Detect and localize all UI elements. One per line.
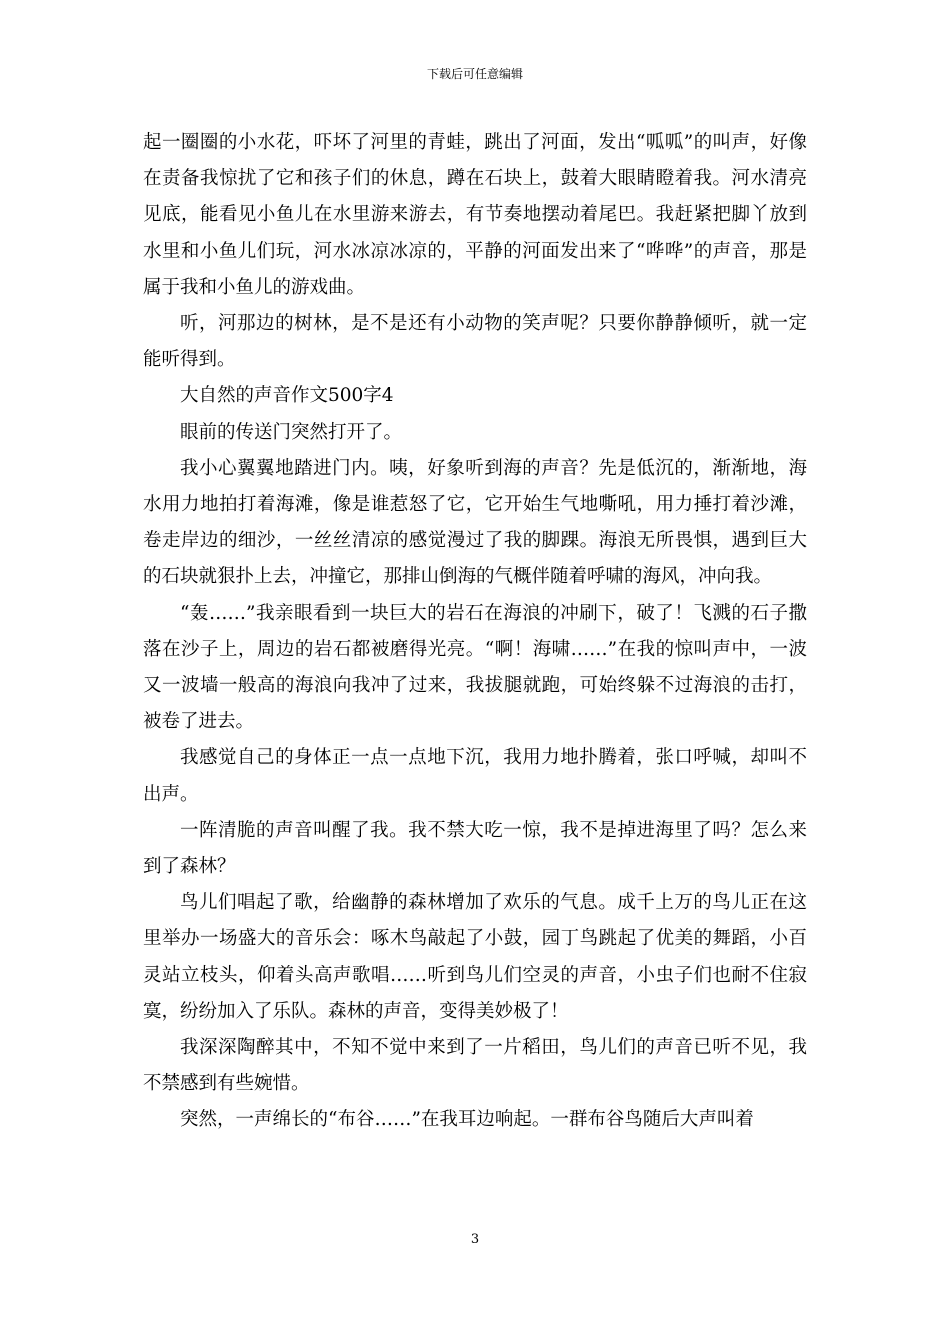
paragraph: “轰……”我亲眼看到一块巨大的岩石在海浪的冲刷下，破了！飞溅的石子撒落在沙子上，周边的岩石都被磨得光亮。“啊！海啸……”在我的惊叫声中，一波又一波墙一般高的海浪向我冲了过来，我拔腿就跑，可始终躲不过海浪的击打，被卷了进去。 — [143, 602, 807, 733]
paragraph: 我深深陶醉其中，不知不觉中来到了一片稻田，鸟儿们的声音已听不见，我不禁感到有些婉惜。 — [143, 1037, 807, 1095]
paragraph: 我小心翼翼地踏进门内。咦，好象听到海的声音？先是低沉的，渐渐地，海水用力地拍打着海滩，像是谁惹怒了它，它开始生气地嘶吼，用力捶打着沙滩，卷走岸边的细沙，一丝丝清凉的感觉漫过了我的脚踝。海浪无所畏惧，遇到巨大的石块就狠扑上去，冲撞它，那排山倒海的气概伴随着呼啸的海风，冲向我。 — [143, 457, 807, 588]
page-header: 下载后可任意编辑 — [426, 67, 523, 81]
paragraph: 听，河那边的树林，是不是还有小动物的笑声呢？只要你静静倾听，就一定能听得到。 — [143, 313, 807, 371]
paragraph: 我感觉自己的身体正一点一点地下沉，我用力地扑腾着，张口呼喊，却叫不出声。 — [143, 747, 807, 805]
paragraph: 一阵清脆的声音叫醒了我。我不禁大吃一惊，我不是掉进海里了吗？怎么来到了森林？ — [143, 819, 807, 878]
paragraph: 突然，一声绵长的“布谷……”在我耳边响起。一群布谷鸟随后大声叫着 — [180, 1109, 754, 1131]
page-number: 3 — [470, 1232, 480, 1247]
section-title: 大自然的声音作文500字4 — [180, 385, 394, 407]
paragraph: 眼前的传送门突然打开了。 — [180, 421, 403, 443]
document-body — [143, 125, 807, 1139]
paragraph: 鸟儿们唱起了歌，给幽静的森林增加了欢乐的气息。成千上万的鸟儿正在这里举办一场盛大的音乐会：啄木鸟敲起了小鼓，园丁鸟跳起了优美的舞蹈，小百灵站立枝头，仰着头高声歌唱……听到鸟儿们空灵的声音，小虫子们也耐不住寂寞，纷纷加入了乐队。森林的声音，变得美妙极了！ — [143, 892, 807, 1022]
paragraph: 起一圈圈的小水花，吓坏了河里的青蛙，跳出了河面，发出“呱呱”的叫声，好像在责备我惊扰了它和孩子们的休息，蹲在石块上，鼓着大眼睛瞪着我。河水清亮见底，能看见小鱼儿在水里游来游去，有节奏地摆动着尾巴。我赶紧把脚丫放到水里和小鱼儿们玩，河水冰凉冰凉的，平静的河面发出来了“哗哗”的声音，那是属于我和小鱼儿的游戏曲。 — [143, 132, 807, 298]
